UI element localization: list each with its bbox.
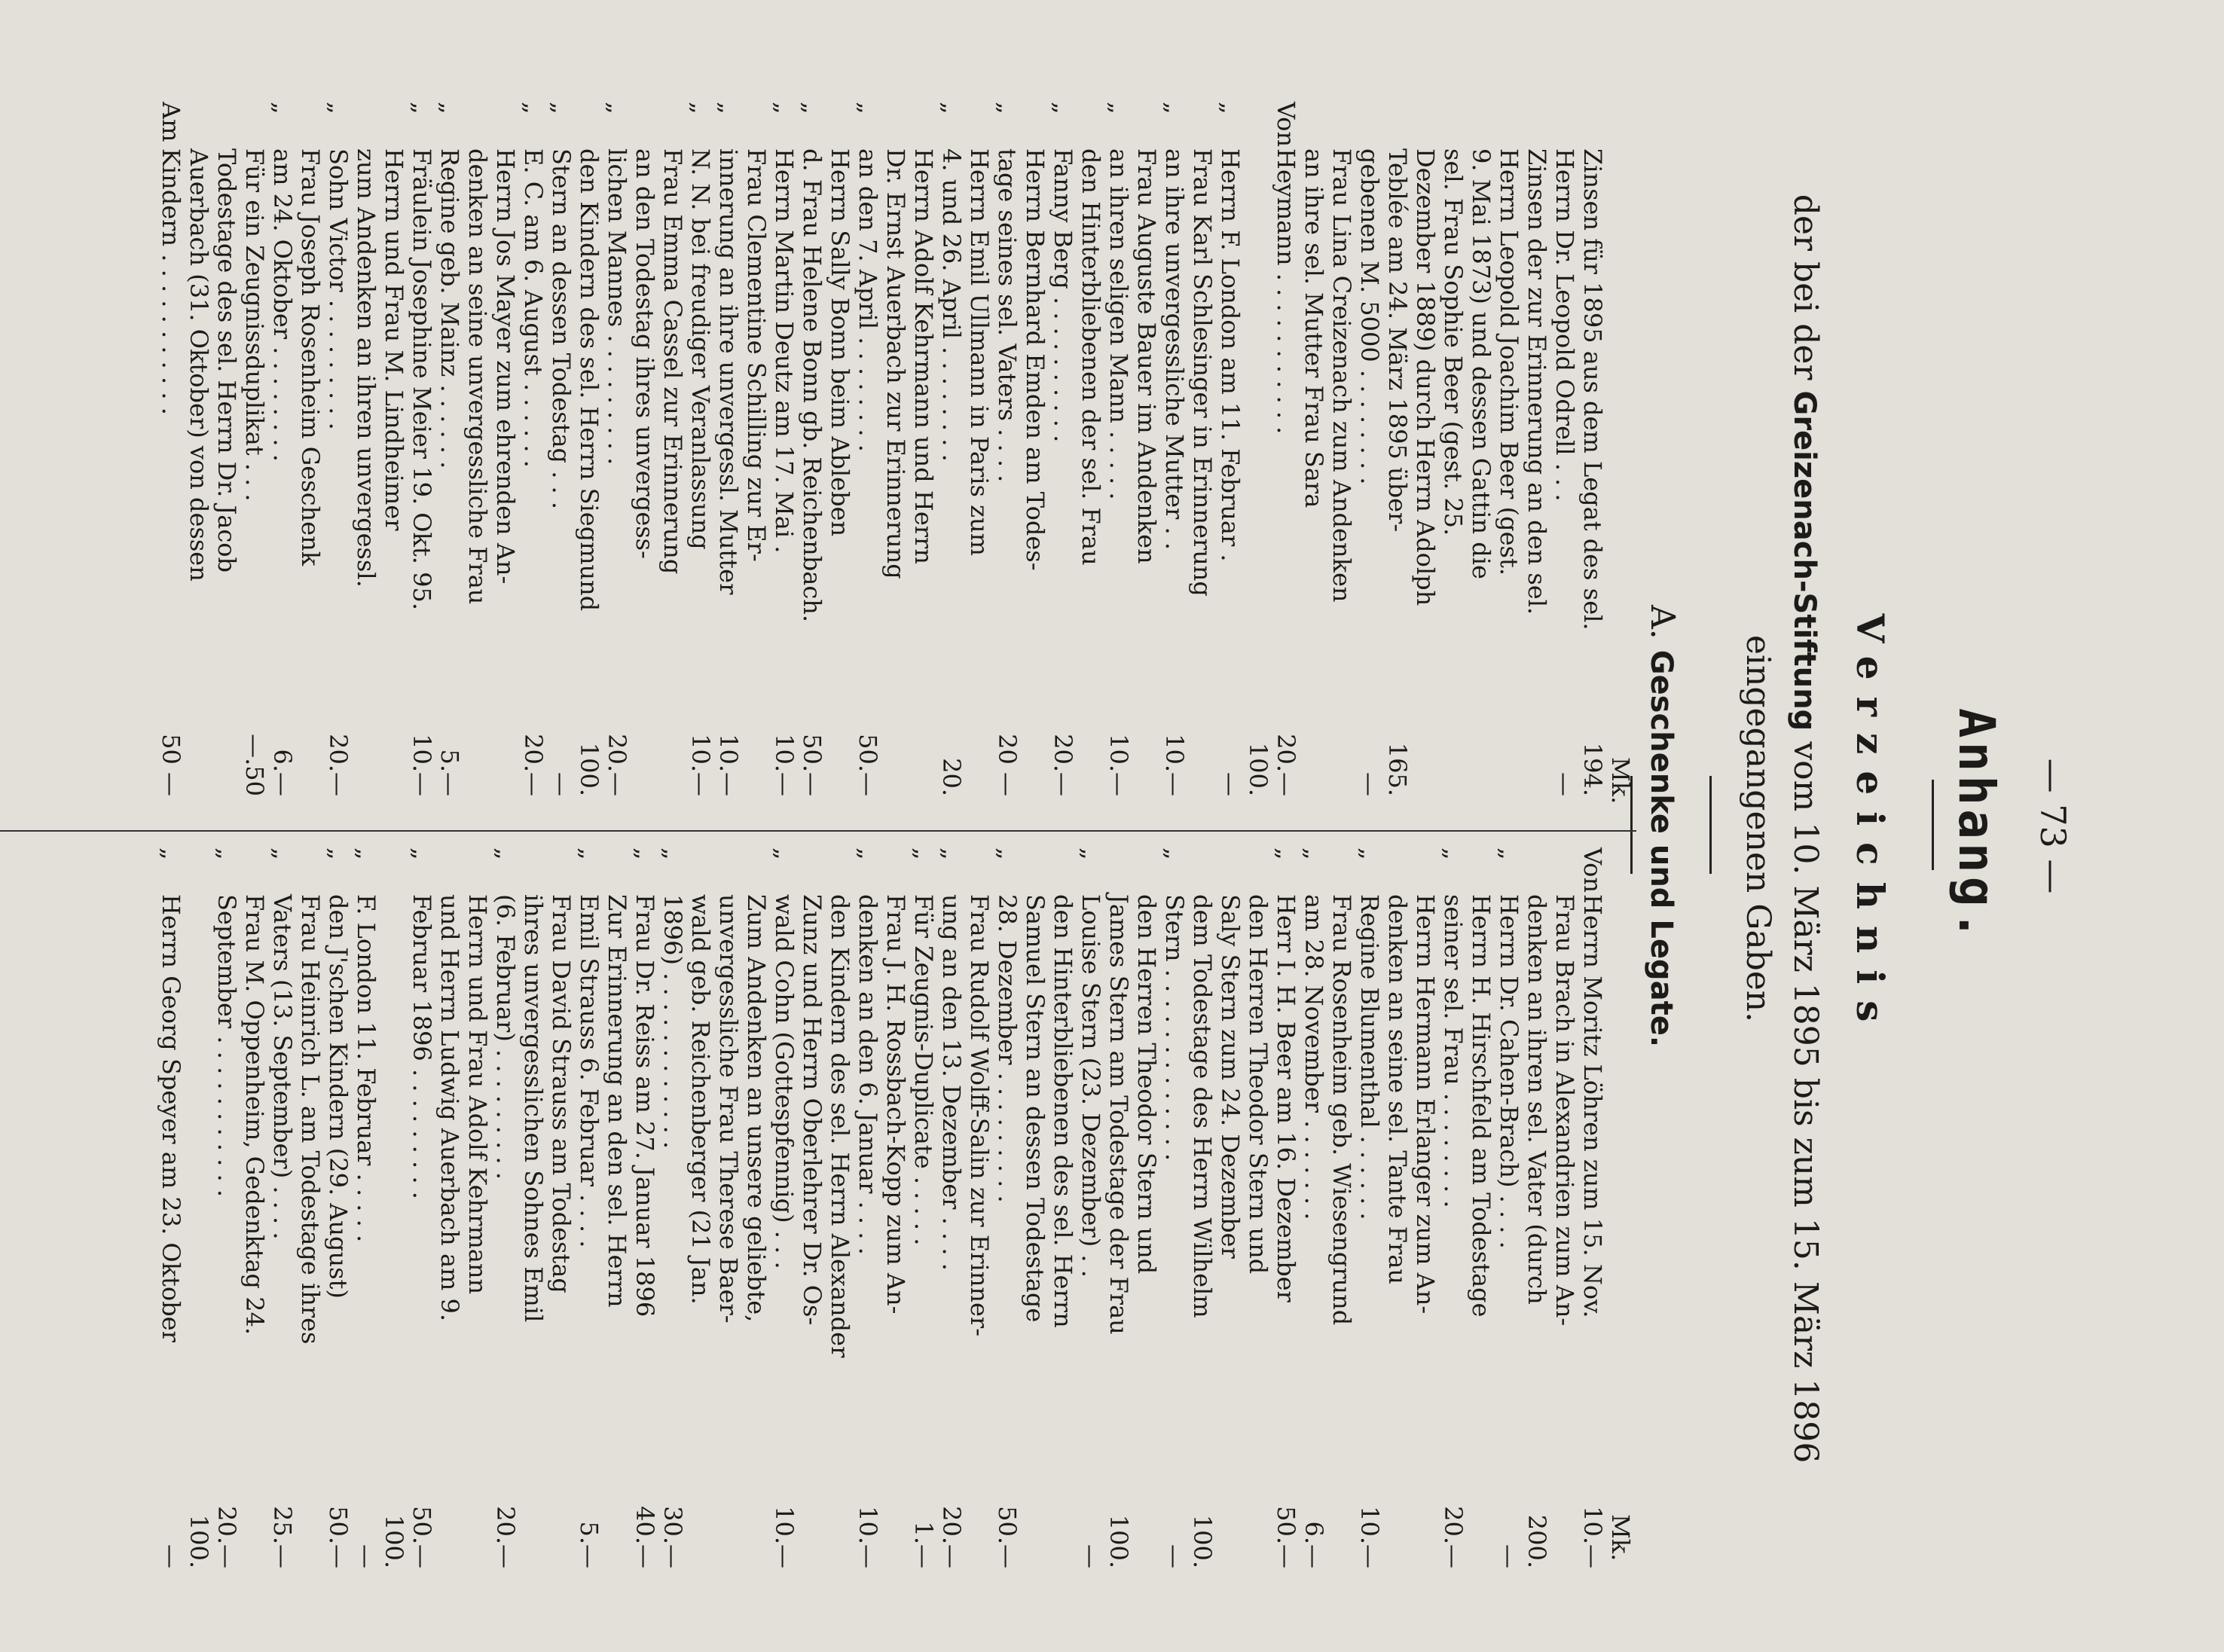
list-item bbox=[435, 102, 519, 796]
entry-amount: 10.— bbox=[408, 734, 436, 796]
list-item bbox=[1578, 847, 1606, 1568]
currency-label-right: Mk. bbox=[1606, 1514, 1635, 1562]
entry-amount: 10.— bbox=[714, 734, 743, 796]
entry-amount: 50.— bbox=[993, 1506, 1022, 1568]
entry-text: Frau Karl Schlesinger in Erinnerung an ihre unvergessliche Mutter . . bbox=[1160, 148, 1217, 597]
list-item bbox=[631, 847, 658, 1568]
list-item bbox=[658, 847, 770, 1568]
entry-prefix: „ bbox=[1272, 847, 1300, 860]
entry-amount: 100.— bbox=[157, 1514, 213, 1568]
list-item bbox=[268, 102, 324, 796]
list-item bbox=[408, 847, 491, 1568]
left-column bbox=[157, 102, 1635, 805]
list-item bbox=[1272, 847, 1300, 1568]
entry-amount: 20.— bbox=[1439, 1506, 1468, 1568]
foundation-name: Greizenach-Stiftung bbox=[1787, 390, 1822, 731]
list-item bbox=[212, 847, 268, 1568]
entry-text: Zum Andenken an unsere geliebte, unvergessliche Frau Therese Baer- wald geb. Reichenberger (21 Jan. 1896) . . . . . . . . . . . . bbox=[658, 894, 771, 1324]
list-item bbox=[1104, 102, 1160, 796]
list-item bbox=[1495, 847, 1578, 1568]
entry-text: Herrn Adolf Kehrmann und Herrn Dr. Ernst Auerbach zur Erinnerung an den 7. April . . . . . . . . bbox=[854, 148, 938, 579]
currency-label-left: Mk. bbox=[1606, 757, 1635, 805]
entry-text: Frau Dr. Reiss am 27. Januar 1896 bbox=[631, 894, 659, 1318]
entry-amount: 10.— bbox=[770, 734, 799, 796]
entry-text: Herrn und Frau Adolf Kehrmann und Herrn Ludwig Auerbach am 9. Februar 1896 . . . . . . . . . bbox=[408, 894, 492, 1322]
entry-amount: 10.— bbox=[770, 1506, 799, 1568]
entry-text: Für ein Zeugnissduplikat . . . bbox=[240, 148, 269, 502]
entry-text: den Hinterbliebenen der sel. Frau Fanny Berg . . . . . . . . . . bbox=[1049, 148, 1105, 566]
entry-text: Frau Emma Cassel zur Erinnerung an den Todestag ihres unvergess- lichen Mannes . . . . . . . . . bbox=[603, 148, 687, 575]
entry-amount: 100.— bbox=[352, 1514, 408, 1568]
entry-prefix: „ bbox=[603, 102, 631, 115]
description-after: vom 10. März 1895 bis zum 15. März 1896 bbox=[1786, 741, 1825, 1464]
entry-amount: 10.— bbox=[1578, 1506, 1607, 1568]
entry-text: den Herren Theodor Stern und Saly Stern zum 24. Dezember dem Todestage des Herrn Wilhelm Stern . . . . . . . . . . . . . bbox=[1160, 894, 1272, 1318]
entry-text: Frau Auguste Bauer im Andenken an ihren seligen Mann . . . . . bbox=[1104, 148, 1161, 564]
entry-prefix: „ bbox=[1104, 102, 1133, 115]
entry-text: Herr I. H. Beer am 16. Dezember bbox=[1272, 894, 1300, 1302]
entry-prefix: „ bbox=[519, 102, 548, 115]
page-title: Anhang. bbox=[1948, 707, 2006, 945]
list-item bbox=[1216, 102, 1272, 796]
entry-amount: 20.— bbox=[491, 1506, 520, 1568]
list-item bbox=[157, 102, 240, 796]
entry-text: Frau Heinrich L. am Todestage ihres Vaters (13. September) . . . . bbox=[268, 894, 325, 1345]
entry-prefix: „ bbox=[547, 102, 576, 115]
list-description bbox=[1734, 113, 1828, 1544]
entry-amount: 5.— bbox=[435, 749, 464, 796]
entry-amount: 20.— bbox=[937, 1506, 966, 1568]
entry-amount: 6.— bbox=[268, 749, 297, 796]
entry-text: Zinsen der zur Erinnerung an den sel. Herrn Leopold Joachim Beer (gest. 9. Mai 1873) und dessen Gattin die sel. Frau Sophie Beer (gest. 25. Dezember 1889) durch Herrn Adolph Teblée am 24. März 1895 über- gebenen M. 5000 . . . . . . . . bbox=[1355, 148, 1551, 615]
entry-text: Herrn und Frau M. Lindheimer zum Andenken an ihren unvergessl. Sohn Victor . . . . . . . . . bbox=[324, 148, 408, 588]
entry-amount: 20 — bbox=[993, 734, 1022, 796]
list-item bbox=[491, 847, 575, 1568]
entry-text: den J'schen Kindern (29. August) bbox=[324, 894, 353, 1299]
entry-amount: 50 — bbox=[157, 734, 185, 796]
entry-text: Zinsen für 1895 aus dem Legat des sel. Herrn Dr. Leopold Odrell . . . bbox=[1550, 148, 1607, 631]
entry-prefix: „ bbox=[686, 102, 715, 115]
entry-prefix: „ bbox=[1216, 102, 1245, 115]
entry-prefix: „ bbox=[658, 847, 687, 860]
entry-amount: 20.— bbox=[1049, 734, 1077, 796]
description-rule bbox=[1709, 776, 1712, 874]
list-item bbox=[1355, 847, 1439, 1568]
entry-prefix: „ bbox=[770, 847, 799, 860]
list-item bbox=[937, 847, 993, 1568]
list-heading: Verzeichnis bbox=[1848, 613, 1893, 1039]
list-item bbox=[798, 102, 854, 796]
entry-text: Frau Brach in Alexandrien zum An- denken an ihren sel. Vater (durch Herrn Dr. Cahen-Brach) . . . . bbox=[1495, 894, 1579, 1327]
entry-text: F. London 11. Februar . . . . . bbox=[352, 894, 380, 1243]
entry-prefix: „ bbox=[1160, 847, 1189, 860]
entry-amount: 50.— bbox=[408, 1506, 436, 1568]
entry-text: Herrn Hermann Erlanger zum An- denken an seine sel. Tante Frau Regine Blumenthal . . . . . . bbox=[1355, 894, 1440, 1315]
entry-amount: 20.— bbox=[1272, 734, 1300, 796]
entry-amount: 200.— bbox=[1495, 1514, 1551, 1568]
list-item bbox=[993, 847, 1077, 1568]
list-item bbox=[1550, 102, 1606, 796]
entry-amount: 100.— bbox=[1160, 1514, 1217, 1568]
list-item bbox=[1355, 102, 1550, 796]
entry-prefix: Von bbox=[1578, 847, 1607, 893]
entry-text: Herrn Moritz Löhren zum 15. Nov. bbox=[1578, 894, 1607, 1318]
right-column bbox=[157, 847, 1635, 1568]
entry-prefix: „ bbox=[1355, 847, 1384, 860]
entry-amount: 10.— bbox=[686, 734, 715, 796]
list-item bbox=[770, 102, 798, 796]
list-item bbox=[157, 847, 212, 1568]
list-item bbox=[714, 102, 770, 796]
entry-prefix: „ bbox=[1049, 102, 1077, 115]
entry-amount: 10.— bbox=[1104, 734, 1133, 796]
list-item bbox=[1300, 847, 1355, 1568]
list-item bbox=[1160, 102, 1216, 796]
entry-amount: 20.— bbox=[324, 734, 353, 796]
entry-amount: 50.— bbox=[854, 734, 882, 796]
entry-text: Frau Joseph Rosenheim Geschenk am 24. Oktober . . . . . . . . bbox=[268, 148, 325, 566]
entry-prefix: „ bbox=[408, 847, 436, 860]
entry-prefix: „ bbox=[408, 102, 436, 115]
entry-amount: 50.— bbox=[1272, 1506, 1300, 1568]
entry-amount: 40.— bbox=[631, 1506, 659, 1568]
entry-prefix: „ bbox=[491, 847, 520, 860]
entry-prefix: „ bbox=[1160, 102, 1189, 115]
entry-text: Herrn Jos Mayer zum ehrenden An- denken an seine unvergessliche Frau Regine geb. Mainz . . . . . . bbox=[435, 148, 520, 605]
list-item bbox=[575, 847, 631, 1568]
entry-prefix: Am bbox=[157, 102, 185, 142]
entry-prefix: „ bbox=[1300, 847, 1328, 860]
entry-amount: 6.— bbox=[1300, 1521, 1328, 1568]
entry-text: Frau Lina Creizenach zum Andenken an ihre sel. Mutter Frau Sara Heymann . . . . . . . . . . . bbox=[1272, 148, 1356, 603]
entry-amount: 50.— bbox=[798, 734, 826, 796]
list-item bbox=[519, 102, 547, 796]
entry-text: Fräulein Josephine Meier 19. Okt. 95. bbox=[408, 148, 436, 610]
list-item bbox=[408, 102, 435, 796]
entry-amount: 20.— bbox=[212, 1506, 241, 1568]
entry-text: Frau Rudolf Wolff-Salin zur Erinner- ung an den 13. Dezember . . . . bbox=[937, 894, 994, 1337]
entry-prefix: „ bbox=[268, 847, 297, 860]
entry-text: Frau David Strauss am Todestag ihres unvergesslichen Sohnes Emil (6. Februar) . . . . . . . . . bbox=[491, 894, 576, 1323]
entry-text: Frau Clementine Schilling zur Er- innerung an ihre unvergessl. Mutter bbox=[714, 148, 771, 595]
entry-text: Herrn Emil Ullmann in Paris zum 4. und 26. April . . . . . . . . bbox=[937, 148, 994, 556]
entry-amount: 20.— bbox=[603, 734, 631, 796]
entry-text: Herrn Georg Speyer am 23. Oktober bbox=[157, 894, 185, 1342]
entry-amount: —.50 bbox=[240, 734, 269, 796]
entry-prefix: „ bbox=[798, 102, 826, 115]
entry-amount: 30.— bbox=[658, 1506, 687, 1568]
list-item bbox=[547, 102, 603, 796]
list-item bbox=[854, 102, 937, 796]
entry-prefix: „ bbox=[1495, 847, 1523, 860]
entry-prefix: „ bbox=[575, 847, 603, 860]
list-item bbox=[686, 102, 714, 796]
entry-text: den Kindern des sel. Herrn Alexander Zunz und Herrn Oberlehrer Dr. Os- wald Cohn (Gottespfennig) . . . bbox=[770, 894, 854, 1358]
entry-prefix: „ bbox=[714, 102, 743, 115]
entry-amount: 1.— bbox=[909, 1521, 938, 1568]
entry-amount: 100.— bbox=[1077, 1514, 1133, 1568]
entry-prefix: „ bbox=[937, 102, 966, 115]
entry-text: Zur Erinnerung an den sel. Herrn Emil Strauss 6. Februar . . . . bbox=[575, 894, 631, 1308]
section-letter: A. bbox=[1643, 604, 1682, 640]
entry-text: E. C. am 6. August . . . . . . bbox=[519, 148, 548, 468]
list-item bbox=[1049, 102, 1104, 796]
entry-prefix: „ bbox=[854, 847, 882, 860]
entry-prefix: „ bbox=[854, 102, 882, 115]
entry-prefix: „ bbox=[909, 847, 938, 860]
entry-prefix: „ bbox=[993, 847, 1022, 860]
list-item bbox=[1160, 847, 1272, 1568]
section-title: Geschenke und Legate. bbox=[1644, 649, 1679, 1048]
entry-text: den Herren Theodor Stern und James Stern am Todestage der Frau Louise Stern (23. Dezember) . . bbox=[1077, 894, 1161, 1335]
entry-prefix: „ bbox=[1439, 847, 1468, 860]
title-rule bbox=[1932, 780, 1934, 870]
page-number: — 73 — bbox=[2033, 758, 2073, 894]
entry-prefix: „ bbox=[435, 102, 464, 115]
entry-prefix: „ bbox=[268, 102, 297, 115]
entry-text: Für Zeugnis-Duplicate . . . . . bbox=[909, 894, 938, 1246]
list-item bbox=[324, 847, 352, 1568]
list-item bbox=[603, 102, 686, 796]
entry-amount: 5.— bbox=[575, 1521, 603, 1568]
entry-amount: 20.— bbox=[519, 734, 548, 796]
entry-text: N. N. bei freudiger Veranlassung bbox=[686, 148, 715, 550]
entry-text: Todestage des sel. Herrn Dr. Jacob Auerbach (31. Oktober) von dessen Kindern . . . . . . . . . . . bbox=[157, 148, 241, 582]
list-item bbox=[937, 102, 993, 796]
list-item bbox=[1077, 847, 1160, 1568]
entry-text: den Kindern des sel. Herrn Siegmund Stern an dessen Todestag . . . bbox=[547, 148, 603, 612]
list-item bbox=[1272, 102, 1355, 796]
list-item bbox=[352, 847, 408, 1568]
section-heading bbox=[1643, 0, 1682, 1652]
entry-amount: 10.— bbox=[1355, 1506, 1384, 1568]
list-item bbox=[909, 847, 937, 1568]
entry-amount: 25.— bbox=[268, 1506, 297, 1568]
entry-amount: 20. bbox=[937, 758, 966, 796]
list-item bbox=[1439, 847, 1495, 1568]
list-item bbox=[324, 102, 408, 796]
list-item bbox=[240, 102, 268, 796]
entry-amount: 194.— bbox=[1550, 742, 1607, 796]
entry-amount: 165.— bbox=[1355, 742, 1412, 796]
entry-amount: 10.— bbox=[854, 1506, 882, 1568]
entry-prefix: „ bbox=[993, 102, 1022, 115]
entry-text: den Hinterbliebenen des sel. Herrn Samuel Stern an dessen Todestage 28. Dezember . . . . . . . . . bbox=[993, 894, 1077, 1328]
entry-amount: 100.— bbox=[1216, 742, 1272, 796]
entry-prefix: „ bbox=[937, 847, 966, 860]
entry-prefix: „ bbox=[324, 102, 353, 115]
list-item bbox=[770, 847, 854, 1568]
entry-text: Herrn H. Hirschfeld am Todestage seiner sel. Frau . . . . . . . . bbox=[1439, 894, 1495, 1318]
description-line2: eingegangenen Gaben. bbox=[1739, 634, 1777, 1023]
entry-text: Frau M. Oppenheim, Gedenktag 24. September . . . . . . . . . . . bbox=[212, 894, 269, 1336]
entry-amount: 10.— bbox=[1160, 734, 1189, 796]
list-item bbox=[854, 847, 909, 1568]
entry-text: Herrn Sally Bonn beim Ableben d. Frau Helene Bonn gb. Reichenbach. bbox=[798, 148, 854, 623]
entry-prefix: „ bbox=[352, 847, 380, 860]
entry-prefix: „ bbox=[212, 847, 241, 860]
entry-text: Frau J. H. Rossbach-Kopp zum An- denken an den 6. Januar . . . . bbox=[854, 894, 910, 1315]
entry-prefix: Von bbox=[1272, 102, 1300, 148]
entry-prefix: „ bbox=[324, 847, 353, 860]
entry-prefix: „ bbox=[157, 847, 185, 860]
entry-text: Herrn Martin Deutz am 17. Mai . bbox=[770, 148, 799, 554]
entry-text: Herrn Bernhard Emden am Todes- tage seines sel. Vaters . . . . bbox=[993, 148, 1049, 571]
entry-amount: 100.— bbox=[547, 742, 603, 796]
list-item bbox=[268, 847, 324, 1568]
entry-text: Herrn F. London am 11. Februar . bbox=[1216, 148, 1245, 562]
list-item bbox=[993, 102, 1049, 796]
entry-prefix: „ bbox=[631, 847, 659, 860]
entry-prefix: „ bbox=[1077, 847, 1105, 860]
entry-amount: 50.— bbox=[324, 1506, 353, 1568]
column-divider bbox=[0, 830, 1636, 832]
entry-prefix: „ bbox=[770, 102, 799, 115]
description-before: der bei der bbox=[1786, 194, 1825, 380]
entry-text: Frau Rosenheim geb. Wiesengrund am 28. November . . . . . . . bbox=[1300, 894, 1356, 1326]
